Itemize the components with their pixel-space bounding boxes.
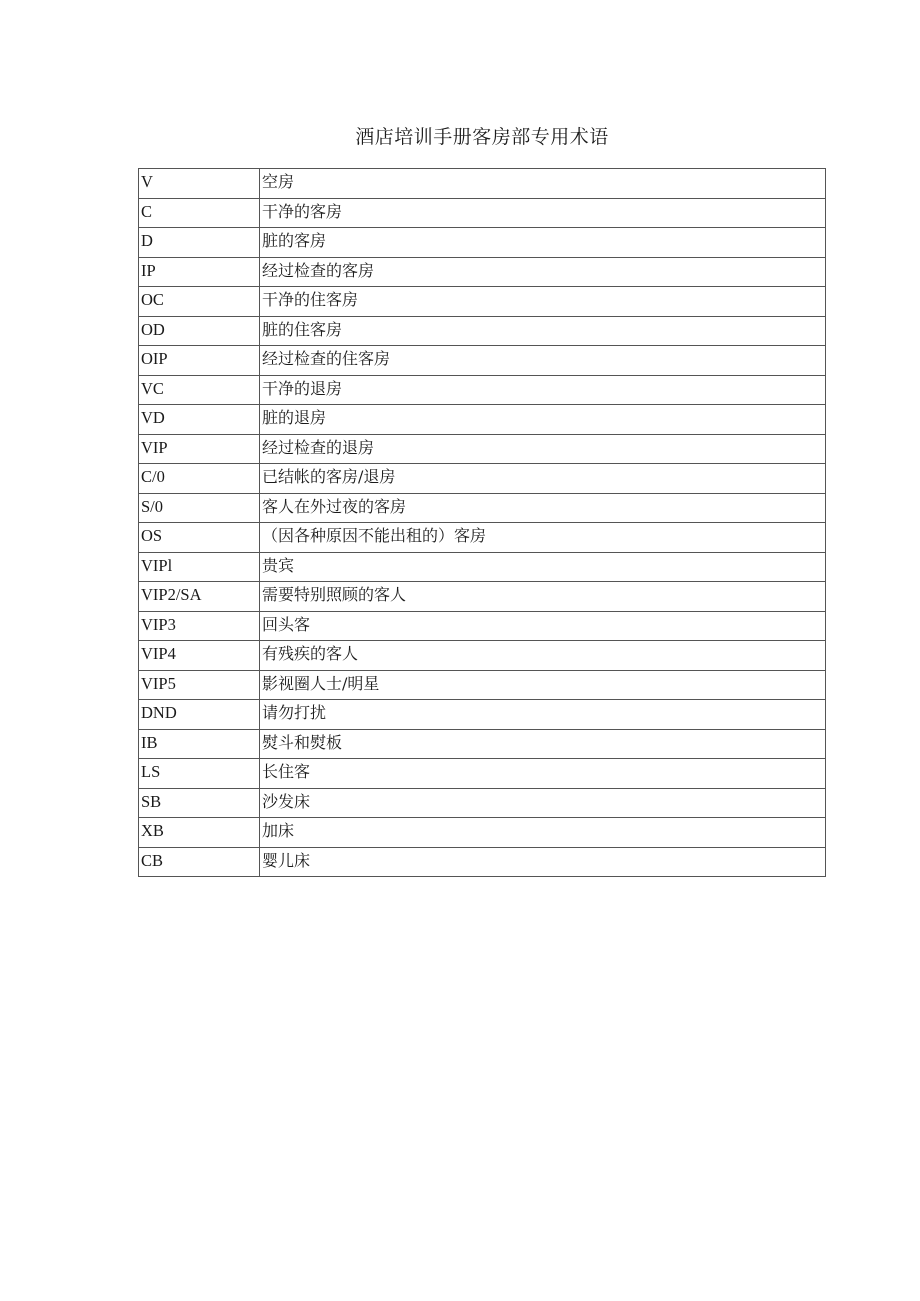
term-meaning: 请勿打扰 bbox=[260, 700, 826, 730]
table-row bbox=[139, 847, 826, 877]
table-row bbox=[139, 287, 826, 317]
term-code: C bbox=[139, 198, 260, 228]
term-meaning: 经过检查的退房 bbox=[260, 434, 826, 464]
term-meaning: 干净的客房 bbox=[260, 198, 826, 228]
table-row bbox=[139, 434, 826, 464]
table-row bbox=[139, 700, 826, 730]
term-code: DND bbox=[139, 700, 260, 730]
terminology-table bbox=[138, 168, 826, 877]
table-row bbox=[139, 729, 826, 759]
term-meaning: 贵宾 bbox=[260, 552, 826, 582]
term-meaning: 客人在外过夜的客房 bbox=[260, 493, 826, 523]
term-code: VC bbox=[139, 375, 260, 405]
term-code: OS bbox=[139, 523, 260, 553]
term-meaning: 需要特别照顾的客人 bbox=[260, 582, 826, 612]
table-row bbox=[139, 257, 826, 287]
table-row bbox=[139, 611, 826, 641]
term-code: XB bbox=[139, 818, 260, 848]
table-row bbox=[139, 641, 826, 671]
term-meaning: 有残疾的客人 bbox=[260, 641, 826, 671]
table-row bbox=[139, 523, 826, 553]
term-meaning: 脏的退房 bbox=[260, 405, 826, 435]
term-code: SB bbox=[139, 788, 260, 818]
table-row bbox=[139, 552, 826, 582]
term-code: VIP bbox=[139, 434, 260, 464]
table-row bbox=[139, 788, 826, 818]
term-meaning: 脏的住客房 bbox=[260, 316, 826, 346]
term-meaning: 婴儿床 bbox=[260, 847, 826, 877]
term-meaning: 回头客 bbox=[260, 611, 826, 641]
table-row bbox=[139, 198, 826, 228]
term-code: VIP2/SA bbox=[139, 582, 260, 612]
term-code: OD bbox=[139, 316, 260, 346]
term-meaning: 脏的客房 bbox=[260, 228, 826, 258]
table-row bbox=[139, 375, 826, 405]
term-meaning: 加床 bbox=[260, 818, 826, 848]
term-meaning: 沙发床 bbox=[260, 788, 826, 818]
term-code: VIP5 bbox=[139, 670, 260, 700]
table-row bbox=[139, 818, 826, 848]
table-row bbox=[139, 582, 826, 612]
table-row bbox=[139, 316, 826, 346]
table-row bbox=[139, 464, 826, 494]
term-meaning: 已结帐的客房/退房 bbox=[260, 464, 826, 494]
term-code: VIP3 bbox=[139, 611, 260, 641]
table-row bbox=[139, 346, 826, 376]
term-code: S/0 bbox=[139, 493, 260, 523]
table-row bbox=[139, 405, 826, 435]
term-code: OIP bbox=[139, 346, 260, 376]
term-meaning: 干净的住客房 bbox=[260, 287, 826, 317]
term-meaning: （因各种原因不能出租的）客房 bbox=[260, 523, 826, 553]
term-code: VIPl bbox=[139, 552, 260, 582]
term-code: IP bbox=[139, 257, 260, 287]
term-code: C/0 bbox=[139, 464, 260, 494]
term-meaning: 空房 bbox=[260, 169, 826, 199]
term-code: CB bbox=[139, 847, 260, 877]
page-title: 酒店培训手册客房部专用术语 bbox=[355, 126, 609, 148]
term-code: V bbox=[139, 169, 260, 199]
term-meaning: 经过检查的住客房 bbox=[260, 346, 826, 376]
term-meaning: 熨斗和熨板 bbox=[260, 729, 826, 759]
term-meaning: 经过检查的客房 bbox=[260, 257, 826, 287]
table-row bbox=[139, 169, 826, 199]
term-meaning: 干净的退房 bbox=[260, 375, 826, 405]
table-row bbox=[139, 670, 826, 700]
table-row bbox=[139, 228, 826, 258]
term-code: VD bbox=[139, 405, 260, 435]
term-meaning: 影视圈人士/明星 bbox=[260, 670, 826, 700]
term-code: VIP4 bbox=[139, 641, 260, 671]
term-code: IB bbox=[139, 729, 260, 759]
table-row bbox=[139, 759, 826, 789]
table-row bbox=[139, 493, 826, 523]
term-code: LS bbox=[139, 759, 260, 789]
term-code: OC bbox=[139, 287, 260, 317]
term-meaning: 长住客 bbox=[260, 759, 826, 789]
term-code: D bbox=[139, 228, 260, 258]
